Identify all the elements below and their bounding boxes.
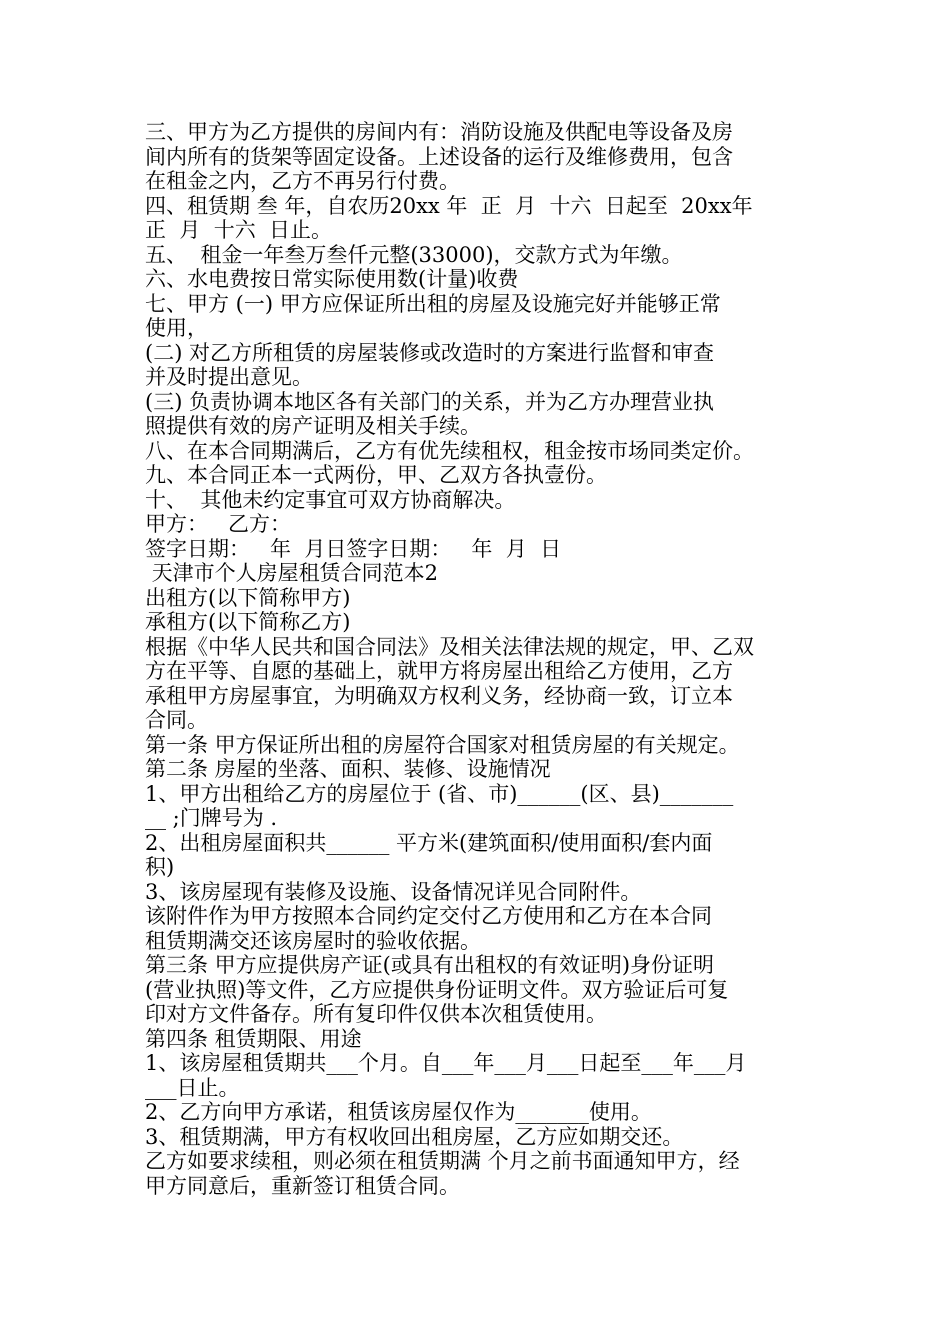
text-line: 间内所有的货架等固定设备。上述设备的运行及维修费用，包含 (145, 144, 733, 169)
text-line: 正 月 十六 日止。 (145, 218, 333, 242)
text-line: 承租甲方房屋事宜，为明确双方权利义务，经协商一致，订立本 (145, 683, 733, 708)
text-line: 使用， (145, 316, 208, 340)
text-line: 印对方文件备存。所有复印件仅供本次租赁使用。 (145, 1002, 607, 1026)
text-line: 签字日期： 年 月日签字日期： 年 月 日 (145, 536, 562, 561)
text-line: 八、在本合同期满后，乙方有优先续租权，租金按市场同类定价。 (145, 438, 754, 463)
text-line: (营业执照)等文件，乙方应提供身份证明文件。双方验证后可复 (145, 977, 729, 1002)
text-line: 3、租赁期满，甲方有权收回出租房屋，乙方应如期交还。 (145, 1124, 684, 1149)
text-line: 在租金之内，乙方不再另行付费。 (145, 169, 460, 193)
text-line: 合同。 (145, 708, 208, 732)
text-line: 积) (145, 855, 175, 879)
text-line: 乙方如要求续租，则必须在租赁期满 个月之前书面通知甲方，经 (145, 1149, 740, 1173)
text-line: 第二条 房屋的坐落、面积、装修、设施情况 (145, 757, 551, 781)
text-line: 1、甲方出租给乙方的房屋位于 (省、市)______(区、县)_______ (145, 781, 734, 806)
text-line: 根据《中华人民共和国合同法》及相关法律法规的规定，甲、乙双 (145, 634, 754, 659)
text-line: 七、甲方 (一) 甲方应保证所出租的房屋及设施完好并能够正常 (145, 291, 721, 316)
text-line: 方在平等、自愿的基础上，就甲方将房屋出租给乙方使用，乙方 (145, 659, 733, 683)
text-line: 甲方同意后，重新签订租赁合同。 (145, 1173, 460, 1198)
text-line: __ ;门牌号为 . (145, 806, 278, 830)
text-line: 九、本合同正本一式两份，甲、乙双方各执壹份。 (145, 463, 607, 487)
text-line: 出租方(以下简称甲方) (145, 585, 351, 610)
text-line: 第三条 甲方应提供房产证(或具有出租权的有效证明)身份证明 (145, 953, 715, 977)
text-line: 2、出租房屋面积共______ 平方米(建筑面积/使用面积/套内面 (145, 830, 713, 855)
text-line: 六、水电费按日常实际使用数(计量)收费 (145, 267, 519, 291)
text-line: 3、该房屋现有装修及设施、设备情况详见合同附件。 (145, 879, 642, 904)
text-line: (二) 对乙方所租赁的房屋装修或改造时的方案进行监督和审查 (145, 340, 715, 365)
text-line: 五、 租金一年叁万叁仟元整(33000)，交款方式为年缴。 (145, 242, 683, 267)
text-line: 照提供有效的房产证明及相关手续。 (145, 414, 481, 438)
text-line: 2、乙方向甲方承诺，租赁该房屋仅作为_______使用。 (145, 1100, 652, 1124)
text-line: (三) 负责协调本地区各有关部门的关系，并为乙方办理营业执 (145, 389, 715, 414)
text-line: 第四条 租赁期限、用途 (145, 1026, 362, 1051)
section-title: 天津市个人房屋租赁合同范本2 (145, 561, 439, 585)
text-line: 1、该房屋租赁期共___个月。自___年___月___日起至___年___月 (145, 1051, 747, 1075)
text-line: 并及时提出意见。 (145, 365, 313, 389)
text-line: 第一条 甲方保证所出租的房屋符合国家对租赁房屋的有关规定。 (145, 732, 740, 757)
text-line: 三、甲方为乙方提供的房间内有：消防设施及供配电等设备及房 (145, 120, 733, 144)
text-line: 该附件作为甲方按照本合同约定交付乙方使用和乙方在本合同 (145, 904, 712, 928)
text-line: 租赁期满交还该房屋时的验收依据。 (145, 928, 481, 953)
text-line: 十、 其他未约定事宜可双方协商解决。 (145, 487, 516, 512)
text-line: ___日止。 (145, 1075, 240, 1100)
document-body (145, 120, 813, 1198)
text-line: 四、租赁期 叁 年，自农历20xx 年 正 月 十六 日起至 20xx年 (145, 193, 753, 218)
text-line: 承租方(以下简称乙方) (145, 610, 351, 634)
text-line: 甲方： 乙方： (145, 512, 292, 536)
